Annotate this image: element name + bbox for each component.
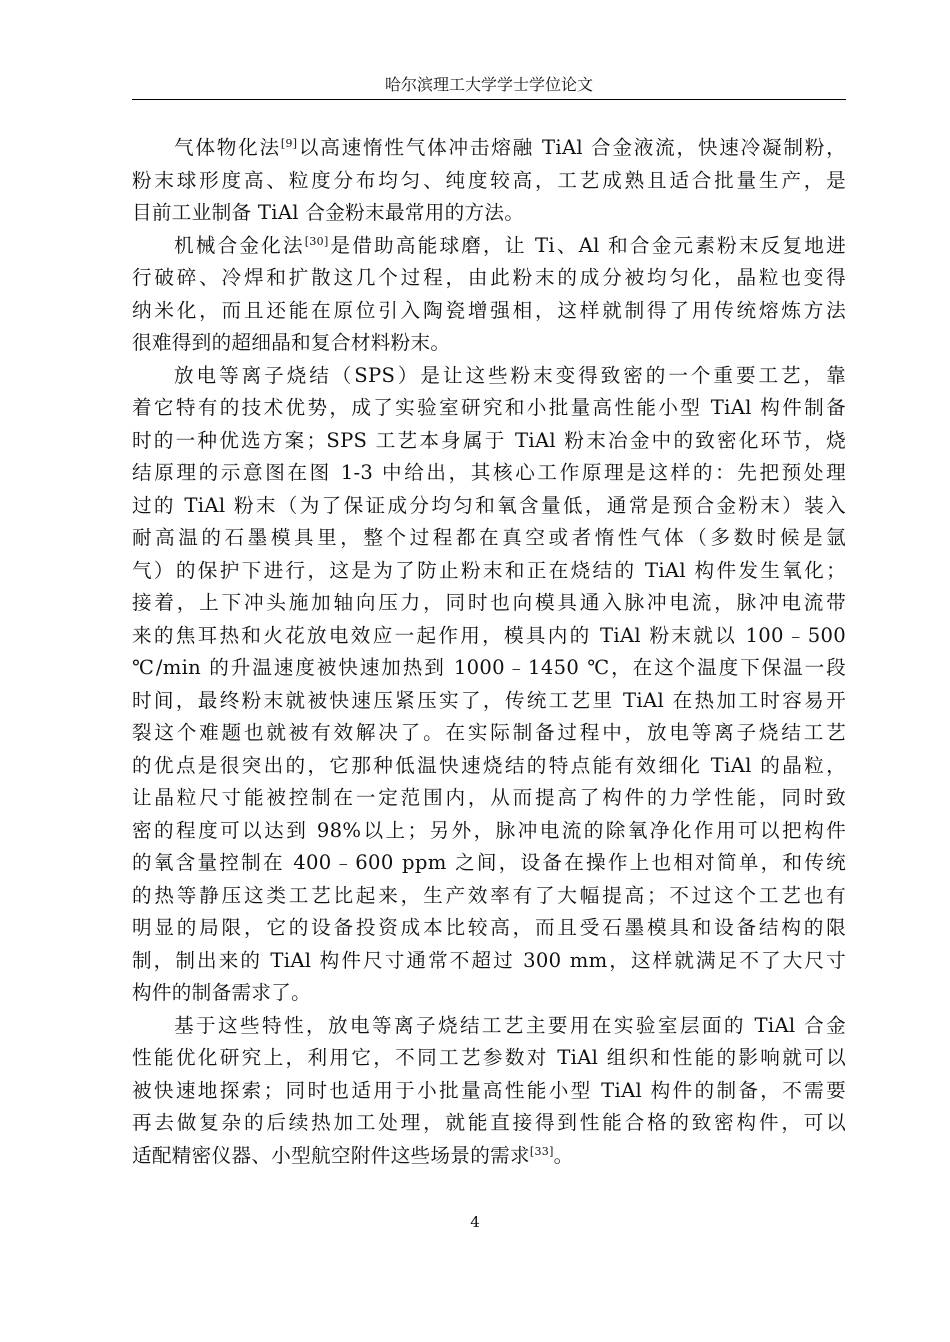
text-run: 密的程度可以达到 98%以上；另外，脉冲电流的除氧净化作用可以把构件 — [132, 818, 846, 842]
text-run: 性能优化研究上，利用它，不同工艺参数对 TiAl 组织和性能的影响就可以 — [132, 1046, 846, 1069]
text-run: 适配精密仪器、小型航空附件这些场景的需求 — [132, 1143, 530, 1167]
text-line — [132, 750, 846, 783]
text-line — [132, 360, 846, 393]
paragraph — [132, 132, 846, 230]
text-line — [132, 620, 846, 653]
text-line — [132, 295, 846, 328]
running-header: 哈尔滨理工大学学士学位论文 — [384, 75, 593, 94]
text-run: 目前工业制备 TiAl 合金粉末最常用的方法。 — [132, 201, 525, 224]
text-run: 行破碎、冷焊和扩散这几个过程，由此粉末的成分被均匀化，晶粒也变得 — [132, 266, 846, 289]
text-line — [132, 652, 846, 685]
text-run: 的热等静压这类工艺比起来，生产效率有了大幅提高；不过这个工艺也有 — [132, 883, 846, 907]
text-run: 很难得到的超细晶和复合材料粉末。 — [132, 331, 451, 354]
text-run: 气体物化法 — [174, 136, 281, 159]
text-line — [132, 327, 846, 360]
paragraph — [132, 360, 846, 1010]
citation-ref: [33] — [529, 1144, 554, 1158]
text-run: 来的焦耳热和火花放电效应一起作用，模具内的 TiAl 粉末就以 100﹣500 — [132, 623, 846, 647]
text-run: 制，制出来的 TiAl 构件尺寸通常不超过 300 mm，这样就满足不了大尺寸 — [132, 948, 846, 972]
text-line — [132, 1042, 846, 1075]
paragraph — [132, 1010, 846, 1173]
text-line — [132, 847, 846, 880]
header-rule — [132, 99, 846, 100]
text-line — [132, 945, 846, 978]
text-run: 的优点是很突出的，它那种低温快速烧结的特点能有效细化 TiAl 的晶粒， — [132, 753, 846, 777]
text-line — [132, 197, 846, 230]
text-line — [132, 1075, 846, 1108]
citation-ref: [9] — [280, 137, 298, 150]
text-line — [132, 1107, 846, 1140]
text-line — [132, 262, 846, 295]
text-line — [132, 457, 846, 490]
page-number: 4 — [470, 1213, 480, 1231]
text-run: 构件的制备需求了。 — [132, 981, 312, 1004]
text-line — [132, 880, 846, 913]
text-line — [132, 165, 846, 198]
text-line — [132, 685, 846, 718]
text-run: 让晶粒尺寸能被控制在一定范围内，从而提高了构件的力学性能，同时致 — [132, 786, 846, 809]
text-line — [132, 392, 846, 425]
text-run: 时间，最终粉末就被快速压紧压实了，传统工艺里 TiAl 在热加工时容易开 — [132, 688, 846, 712]
text-run: 裂这个难题也就被有效解决了。在实际制备过程中，放电等离子烧结工艺 — [132, 721, 846, 744]
text-run: 放电等离子烧结（SPS）是让这些粉末变得致密的一个重要工艺，靠 — [174, 363, 846, 387]
text-line — [132, 490, 846, 523]
text-run: 过的 TiAl 粉末（为了保证成分均匀和氧含量低，通常是预合金粉末）装入 — [132, 493, 846, 517]
text-line — [132, 782, 846, 815]
text-line — [132, 912, 846, 945]
text-run: 以高速惰性气体冲击熔融 TiAl 合金液流，快速冷凝制粉， — [297, 136, 846, 159]
text-run: 结原理的示意图在图 1-3 中给出，其核心工作原理是这样的：先把预处理 — [132, 461, 846, 484]
text-run: 再去做复杂的后续热加工处理，就能直接得到性能合格的致密构件，可以 — [132, 1111, 846, 1134]
text-line — [132, 587, 846, 620]
text-line — [132, 132, 846, 165]
text-line — [132, 815, 846, 848]
text-run: 纳米化，而且还能在原位引入陶瓷增强相，这样就制得了用传统熔炼方法 — [132, 298, 846, 322]
citation-ref: [30] — [304, 234, 329, 248]
text-run: 着它特有的技术优势，成了实验室研究和小批量高性能小型 TiAl 构件制备 — [132, 396, 846, 419]
text-run: 被快速地探索；同时也适用于小批量高性能小型 TiAl 构件的制备，不需要 — [132, 1078, 846, 1102]
text-run: 耐高温的石墨模具里，整个过程都在真空或者惰性气体（多数时候是氩 — [132, 526, 846, 549]
text-run: 机械合金化法 — [174, 233, 305, 257]
text-run: 。 — [553, 1143, 574, 1167]
text-line — [132, 977, 846, 1010]
text-run: 基于这些特性，放电等离子烧结工艺主要用在实验室层面的 TiAl 合金 — [174, 1013, 846, 1037]
text-run: ℃/min 的升温速度被快速加热到 1000﹣1450 ℃，在这个温度下保温一段 — [132, 656, 846, 679]
text-run: 明显的局限，它的设备投资成本比较高，而且受石墨模具和设备结构的限 — [132, 916, 846, 939]
text-line — [132, 717, 846, 750]
text-run: 气）的保护下进行，这是为了防止粉末和正在烧结的 TiAl 构件发生氧化； — [132, 558, 846, 582]
text-line — [132, 1010, 846, 1043]
text-run: 是借助高能球磨，让 Ti、Al 和合金元素粉末反复地进 — [328, 233, 846, 257]
text-run: 的氧含量控制在 400﹣600 ppm 之间，设备在操作上也相对简单，和传统 — [132, 851, 846, 874]
body-text — [132, 132, 846, 1172]
text-run: 时的一种优选方案；SPS 工艺本身属于 TiAl 粉末冶金中的致密化环节，烧 — [132, 428, 846, 452]
text-line — [132, 425, 846, 458]
text-run: 粉末球形度高、粒度分布均匀、纯度较高，工艺成熟且适合批量生产，是 — [132, 168, 846, 192]
text-line — [132, 555, 846, 588]
text-line — [132, 522, 846, 555]
text-line — [132, 230, 846, 263]
paragraph — [132, 230, 846, 360]
text-line — [132, 1140, 846, 1173]
text-run: 接着，上下冲头施加轴向压力，同时也向模具通入脉冲电流，脉冲电流带 — [132, 591, 846, 614]
